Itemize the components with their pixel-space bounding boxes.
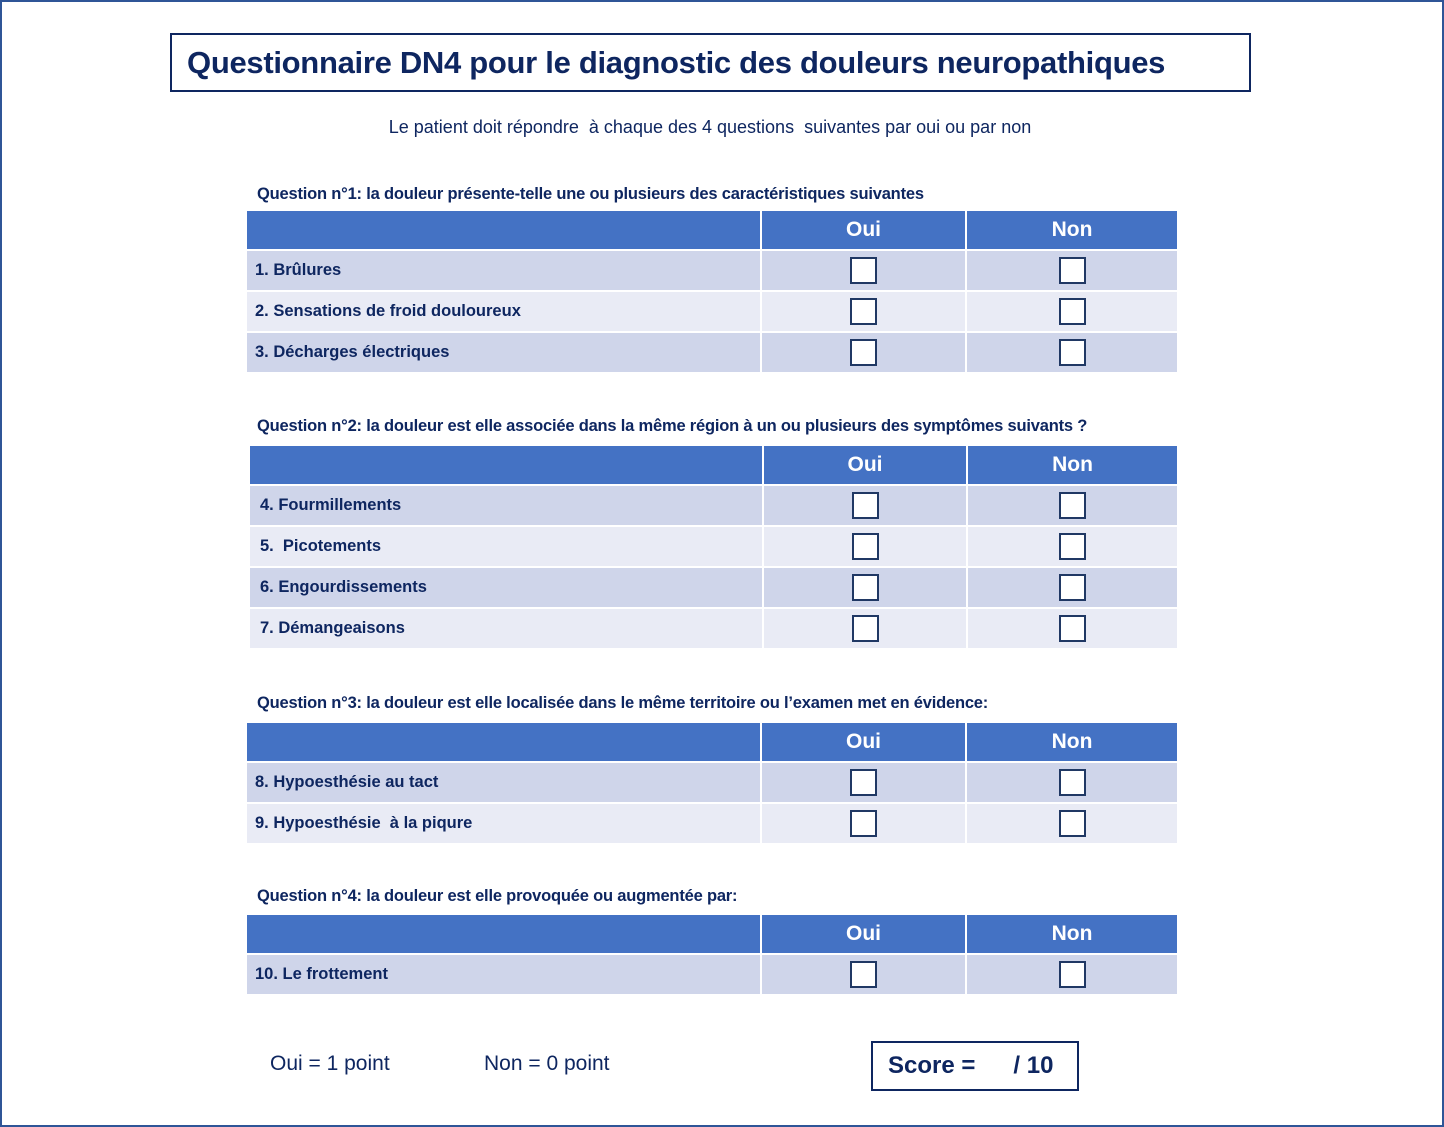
item-label: 9. Hypoesthésie à la piqure bbox=[247, 804, 760, 843]
checkbox-non[interactable] bbox=[1059, 769, 1086, 796]
checkbox-oui[interactable] bbox=[852, 574, 879, 601]
question-3-label: Question n°3: la douleur est elle localisée dans le même territoire ou l’examen met en évidence: bbox=[257, 694, 989, 712]
legend-non-points: Non = 0 point bbox=[484, 1052, 610, 1075]
table-header bbox=[247, 915, 1177, 953]
item-label: 5. Picotements bbox=[250, 527, 762, 566]
checkbox-non[interactable] bbox=[1059, 615, 1086, 642]
header-item bbox=[247, 211, 760, 249]
checkbox-oui[interactable] bbox=[852, 533, 879, 560]
table-row bbox=[247, 804, 1177, 843]
item-label: 8. Hypoesthésie au tact bbox=[247, 763, 760, 802]
table-row bbox=[250, 609, 1177, 648]
question-1-table bbox=[245, 209, 1179, 374]
header-non: Non bbox=[967, 211, 1177, 249]
header-oui: Oui bbox=[762, 211, 965, 249]
score-max: / 10 bbox=[1013, 1052, 1054, 1079]
item-label: 4. Fourmillements bbox=[250, 486, 762, 525]
checkbox-non[interactable] bbox=[1059, 298, 1086, 325]
table-row bbox=[247, 955, 1177, 994]
header-item bbox=[250, 446, 762, 484]
table-row bbox=[247, 333, 1177, 372]
header-oui: Oui bbox=[762, 723, 965, 761]
checkbox-oui[interactable] bbox=[850, 810, 877, 837]
checkbox-oui[interactable] bbox=[850, 769, 877, 796]
header-non: Non bbox=[967, 723, 1177, 761]
checkbox-non[interactable] bbox=[1059, 339, 1086, 366]
question-1-label: Question n°1: la douleur présente-telle une ou plusieurs des caractéristiques suivantes bbox=[257, 185, 924, 203]
question-4-table bbox=[245, 913, 1179, 996]
item-label: 2. Sensations de froid douloureux bbox=[247, 292, 760, 331]
checkbox-oui[interactable] bbox=[852, 615, 879, 642]
table-row bbox=[247, 763, 1177, 802]
instructions: Le patient doit répondre à chaque des 4 questions suivantes par oui ou par non bbox=[388, 117, 1032, 137]
checkbox-non[interactable] bbox=[1059, 492, 1086, 519]
header-non: Non bbox=[967, 915, 1177, 953]
header-oui: Oui bbox=[762, 915, 965, 953]
checkbox-oui[interactable] bbox=[850, 961, 877, 988]
checkbox-oui[interactable] bbox=[852, 492, 879, 519]
page-title: Questionnaire DN4 pour le diagnostic des douleurs neuropathiques bbox=[187, 44, 1166, 80]
item-label: 1. Brûlures bbox=[247, 251, 760, 290]
table-header bbox=[247, 211, 1177, 249]
checkbox-non[interactable] bbox=[1059, 961, 1086, 988]
item-label: 7. Démangeaisons bbox=[250, 609, 762, 648]
header-item bbox=[247, 723, 760, 761]
item-label: 6. Engourdissements bbox=[250, 568, 762, 607]
header-non: Non bbox=[968, 446, 1177, 484]
legend-oui-points: Oui = 1 point bbox=[270, 1052, 390, 1075]
table-header bbox=[250, 446, 1177, 484]
table-row bbox=[247, 251, 1177, 290]
checkbox-non[interactable] bbox=[1059, 810, 1086, 837]
header-item bbox=[247, 915, 760, 953]
score-box bbox=[871, 1041, 1079, 1091]
score-label: Score = bbox=[888, 1052, 976, 1079]
checkbox-oui[interactable] bbox=[850, 298, 877, 325]
header-oui: Oui bbox=[764, 446, 966, 484]
question-2-label: Question n°2: la douleur est elle associée dans la même région à un ou plusieurs des symptômes suivants ? bbox=[257, 417, 1088, 435]
checkbox-non[interactable] bbox=[1059, 574, 1086, 601]
question-3-table bbox=[245, 721, 1179, 845]
checkbox-non[interactable] bbox=[1059, 257, 1086, 284]
checkbox-non[interactable] bbox=[1059, 533, 1086, 560]
title-box bbox=[170, 33, 1251, 92]
checkbox-oui[interactable] bbox=[850, 257, 877, 284]
item-label: 10. Le frottement bbox=[247, 955, 760, 994]
table-header bbox=[247, 723, 1177, 761]
question-2-table bbox=[248, 444, 1179, 650]
table-row bbox=[250, 568, 1177, 607]
table-row bbox=[250, 486, 1177, 525]
table-row bbox=[247, 292, 1177, 331]
table-row bbox=[250, 527, 1177, 566]
item-label: 3. Décharges électriques bbox=[247, 333, 760, 372]
checkbox-oui[interactable] bbox=[850, 339, 877, 366]
question-4-label: Question n°4: la douleur est elle provoquée ou augmentée par: bbox=[257, 887, 738, 905]
